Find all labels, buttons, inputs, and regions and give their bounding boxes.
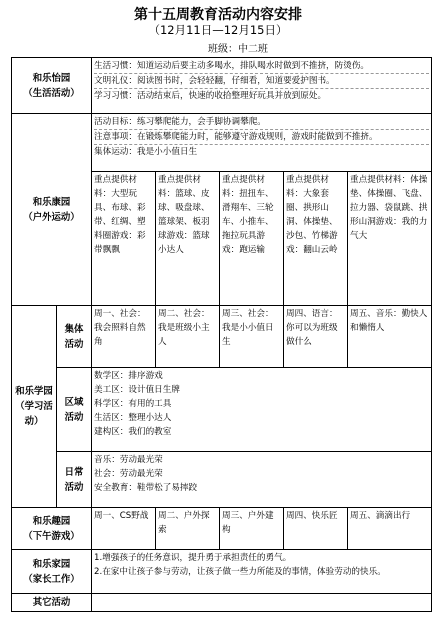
- group-day-tue: 周二、社会：我是班级小主人: [156, 306, 220, 368]
- outdoor-day-fri: 重点提供材料：体操垫、体操圈、飞盘、拉力器、袋鼠跳、拱形山洞游戏：我的力气大: [348, 172, 432, 306]
- area-line-science: 科学区：有用的工具: [94, 399, 172, 409]
- outdoor-day-thu: 重点提供材料：大象套圈、拱形山洞、体操垫、沙包、竹梯游戏：翻山云岭: [284, 172, 348, 306]
- area-label-2: 活动: [64, 411, 84, 423]
- games-day-wed: 周三、户外建构: [220, 508, 284, 550]
- life-label-1: 和乐怡园: [32, 72, 71, 84]
- family-row: [12, 550, 432, 594]
- other-content: [92, 594, 432, 612]
- daily-line-music: 音乐：劳动最光荣: [94, 455, 163, 465]
- group-label-1: 集体: [64, 323, 84, 335]
- outdoor-notes: 注意事项：在锻炼攀爬能力时，能够遵守游戏规则，游戏时能做到不推挤。: [94, 130, 429, 145]
- outdoor-intro-row: [12, 114, 432, 172]
- life-line-study: 学习习惯：活动结束后，快速的收拾整理好玩具并放到原处。: [94, 91, 327, 101]
- life-content: [92, 58, 432, 114]
- life-section-label: [12, 58, 92, 114]
- games-day-fri: 周五、滴滴出行: [348, 508, 432, 550]
- study-group-row: [12, 306, 432, 368]
- outdoor-day-tue: 重点提供材料：篮球、皮球、吸盘球、篮球架、板羽球游戏：篮球小达人: [156, 172, 220, 306]
- daily-content: [92, 452, 432, 508]
- family-content: [92, 550, 432, 594]
- outdoor-day-wed: 重点提供材料：扭扭车、滑翔车、三轮车、小推车、拖拉玩具游戏：跑运输: [220, 172, 284, 306]
- games-section-label: [12, 508, 92, 550]
- area-line-build: 建构区：我们的教室: [94, 427, 172, 437]
- group-label-2: 活动: [64, 338, 84, 350]
- family-line-2: 2.在家中让孩子参与劳动，让孩子做一些力所能及的事情，体验劳动的快乐。: [94, 567, 386, 577]
- group-day-thu: 周四、语言：你可以为班级做什么: [284, 306, 348, 368]
- family-line-1: 1.增强孩子的任务意识，提升勇于承担责任的勇气。: [94, 553, 292, 563]
- daily-label-2: 活动: [64, 481, 84, 493]
- family-label-1: 和乐家园: [32, 558, 71, 570]
- group-day-wed: 周三、社会：我是小小值日生: [220, 306, 284, 368]
- page-title: 第十五周教育活动内容安排: [134, 7, 302, 23]
- outdoor-goal: 活动目标：练习攀爬能力，会手脚协调攀爬。: [94, 115, 429, 130]
- games-day-thu: 周四、快乐匠: [284, 508, 348, 550]
- daily-activity-label: [57, 452, 92, 508]
- study-section-label: [12, 306, 57, 508]
- family-section-label: [12, 550, 92, 594]
- schedule-table: [11, 57, 432, 612]
- family-label-2: （家长工作）: [23, 573, 80, 585]
- area-line-art: 美工区：设计值日生牌: [94, 385, 180, 395]
- life-label-2: （生活活动）: [23, 87, 80, 99]
- games-label-1: 和乐趣园: [32, 515, 71, 527]
- life-row: [12, 58, 432, 114]
- study-label-1: 和乐学园: [15, 386, 53, 397]
- group-day-fri: 周五、音乐：勤快人和懒惰人: [348, 306, 432, 368]
- outdoor-label-2: （户外运动）: [23, 211, 80, 223]
- outdoor-label-1: 和乐康园: [32, 196, 71, 208]
- area-line-math: 数学区：排序游戏: [94, 371, 163, 381]
- games-label-2: （下午游戏）: [23, 530, 80, 542]
- outdoor-day-mon: 重点提供材料：大型玩具、布球、彩带、红绸、塑料圈游戏：彩带飘飘: [92, 172, 156, 306]
- games-day-mon: 周一、CS野战: [92, 508, 156, 550]
- group-day-mon: 周一、社会：我会照料自然角: [92, 306, 156, 368]
- other-row: [12, 594, 432, 612]
- date-range: （12月11日—12月15日）: [148, 23, 288, 37]
- area-activity-label: [57, 368, 92, 452]
- daily-line-social: 社会：劳动最光荣: [94, 469, 163, 479]
- daily-label-1: 日常: [64, 466, 84, 478]
- group-activity-label: [57, 306, 92, 368]
- area-line-life: 生活区：整理小达人: [94, 413, 172, 423]
- area-label-1: 区域: [64, 396, 84, 408]
- daily-line-safety: 安全教育：鞋带松了易摔跤: [94, 483, 198, 493]
- outdoor-section-label: [12, 114, 92, 306]
- other-section-label: 其它活动: [12, 594, 92, 612]
- games-day-tue: 周二、户外探索: [156, 508, 220, 550]
- class-label: 班级：中二班: [208, 44, 268, 55]
- area-content: [92, 368, 432, 452]
- study-daily-row: [12, 452, 432, 508]
- life-line-etiquette: 文明礼仪：阅读图书时，会轻轻翻，仔细看，知道要爱护图书。: [94, 74, 429, 89]
- study-area-row: [12, 368, 432, 452]
- outdoor-intro: [92, 114, 432, 172]
- games-row: [12, 508, 432, 550]
- life-line-habit: 生活习惯：知道运动后要主动多喝水，排队喝水时做到不推挤，防烫伤。: [94, 59, 429, 74]
- study-label-2: （学习活动）: [15, 401, 53, 427]
- outdoor-group: 集体运动：我是小小值日生: [94, 147, 198, 157]
